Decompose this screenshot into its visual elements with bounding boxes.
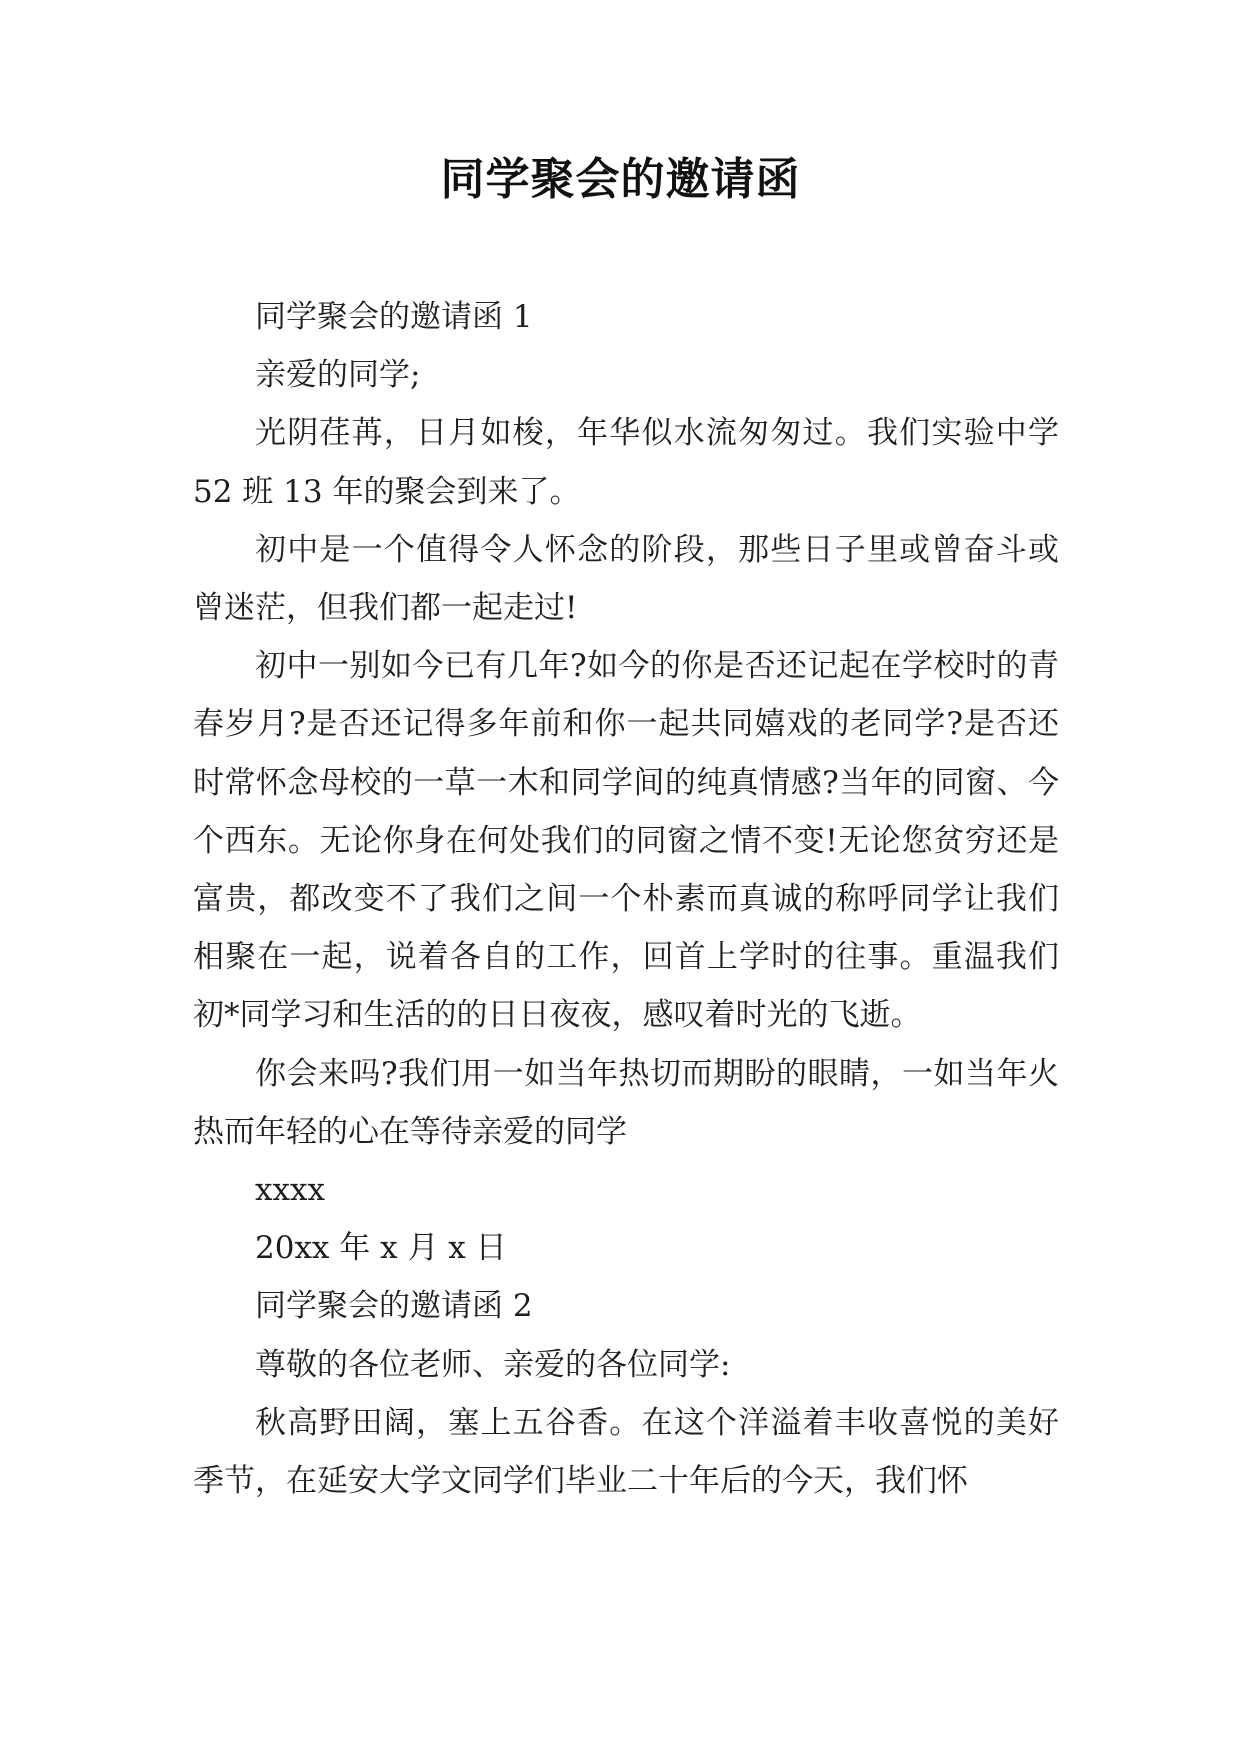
paragraph: 秋高野田阔，塞上五谷香。在这个洋溢着丰收喜悦的美好季节，在延安大学文同学们毕业二十年后的今天，我们怀 [193, 1404, 1059, 1500]
section-heading-1: 同学聚会的邀请函 1 [255, 299, 533, 335]
document-body [193, 288, 1059, 1510]
paragraph: 初中一别如今已有几年?如今的你是否还记起在学校时的青春岁月?是否还记得多年前和你一起共同嬉戏的老同学?是否还时常怀念母校的一草一木和同学间的纯真情感?当年的同窗、今个西东。无论你身在何处我们的同窗之情不变!无论您贫穷还是富贵，都改变不了我们之间一个朴素而真诚的称呼同学让我们相聚在一起，说着各自的工作，回首上学时的往事。重温我们初*同学习和生活的的日日夜夜，感叹着时光的飞逝。 [193, 648, 1059, 1034]
paragraph: 光阴荏苒，日月如梭，年华似水流匆匆过。我们实验中学 52 班 13 年的聚会到来了。 [193, 415, 1059, 510]
date: 20xx 年 x 月 x 日 [255, 1230, 507, 1267]
paragraph: 初中是一个值得令人怀念的阶段，那些日子里或曾奋斗或曾迷茫，但我们都一起走过! [193, 531, 1059, 627]
document-title: 同学聚会的邀请函 [440, 154, 801, 205]
salutation-2: 尊敬的各位老师、亲爱的各位同学: [255, 1346, 731, 1383]
signature: xxxx [255, 1172, 325, 1209]
section-heading-2: 同学聚会的邀请函 2 [255, 1288, 533, 1325]
paragraph: 你会来吗?我们用一如当年热切而期盼的眼睛，一如当年火热而年轻的心在等待亲爱的同学 [193, 1055, 1059, 1150]
salutation-1: 亲爱的同学; [255, 357, 421, 394]
